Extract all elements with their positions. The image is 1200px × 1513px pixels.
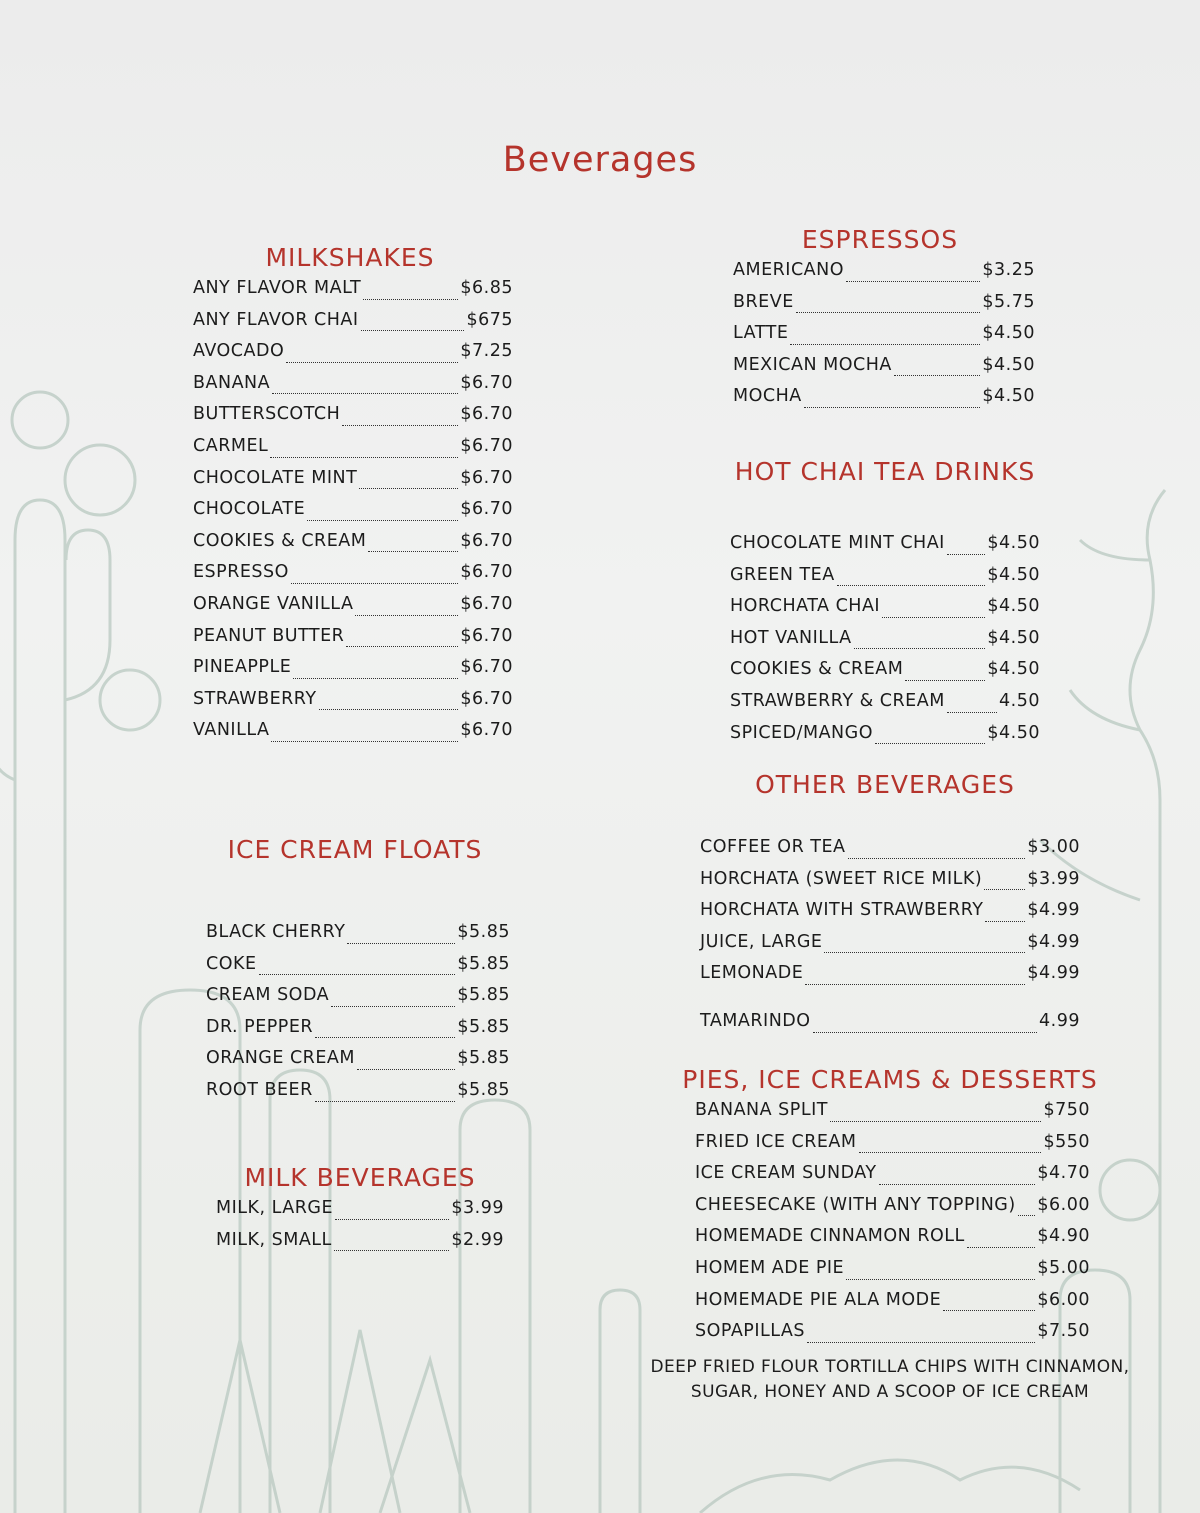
menu-item-name: COOKIES & CREAM [730, 659, 904, 680]
dot-leader [335, 1218, 449, 1220]
dot-leader [947, 553, 986, 555]
menu-item-price: $6.70 [460, 625, 513, 646]
menu-item-name: JUICE, LARGE [700, 931, 823, 952]
menu-item-row [193, 657, 513, 689]
menu-item-name: GREEN TEA [730, 564, 835, 585]
dot-leader [363, 298, 458, 300]
menu-item-name: MILK, SMALL [216, 1229, 332, 1250]
milk-beverages-list [216, 1198, 504, 1261]
menu-item-name: ROOT BEER [206, 1079, 313, 1100]
dot-leader [342, 424, 458, 426]
section-title-milkshakes: MILKSHAKES [265, 243, 435, 272]
menu-item-price: $5.85 [457, 953, 510, 974]
menu-item-price: 4.99 [1039, 1010, 1080, 1031]
menu-item-name: TAMARINDO [700, 1010, 811, 1031]
menu-item-name: CHOCOLATE MINT CHAI [730, 533, 945, 553]
dot-leader [804, 406, 981, 408]
menu-item-name: CREAM SODA [206, 985, 330, 1006]
menu-item-price: $5.75 [982, 291, 1035, 312]
menu-item-price: $7.25 [460, 341, 513, 362]
menu-item-row [193, 278, 513, 310]
menu-item-row [206, 922, 510, 954]
menu-item-row [193, 499, 513, 531]
dot-leader [271, 740, 458, 742]
dot-leader [357, 1068, 455, 1070]
menu-item-row [206, 954, 510, 986]
menu-item-price: $3.99 [451, 1198, 504, 1218]
menu-item-price: $5.85 [457, 1048, 510, 1069]
menu-item-price: $6.70 [460, 720, 513, 741]
menu-item-price: $4.99 [1027, 900, 1080, 921]
menu-item-name: STRAWBERRY [193, 688, 317, 709]
dot-leader [813, 1031, 1037, 1033]
menu-item-name: STRAWBERRY & CREAM [730, 690, 945, 711]
menu-item-price: $4.50 [987, 627, 1040, 648]
dot-leader [879, 1183, 1036, 1185]
menu-item-row [206, 1017, 510, 1049]
dot-leader [984, 888, 1025, 890]
menu-item-row [193, 310, 513, 342]
menu-item-row [695, 1321, 1090, 1353]
menu-item-row [730, 659, 1040, 691]
menu-item-price: $6.85 [460, 278, 513, 298]
menu-item-name: HORCHATA CHAI [730, 596, 881, 617]
menu-item-row [730, 628, 1040, 660]
dot-leader [943, 1309, 1035, 1311]
dot-leader [272, 392, 458, 394]
dot-leader [359, 487, 458, 489]
dot-leader [270, 456, 458, 458]
menu-item-name: CHOCOLATE [193, 499, 306, 520]
menu-item-row [193, 436, 513, 468]
menu-item-price: $6.70 [460, 499, 513, 520]
menu-item-row [730, 596, 1040, 628]
menu-item-price: $6.00 [1037, 1194, 1090, 1215]
menu-item-name: ICE CREAM SUNDAY [695, 1163, 877, 1184]
menu-item-name: CARMEL [193, 435, 269, 456]
dot-leader [368, 550, 458, 552]
menu-item-name: HOMEMADE PIE ALA MODE [695, 1289, 942, 1310]
espressos-list [733, 260, 1035, 418]
menu-item-row [216, 1230, 504, 1262]
menu-item-price: $4.90 [1037, 1226, 1090, 1247]
section-title-hot-chai-tea-drinks: HOT CHAI TEA DRINKS [734, 457, 1036, 486]
menu-item-name: ORANGE VANILLA [193, 593, 354, 614]
menu-item-row [206, 1048, 510, 1080]
dot-leader [947, 711, 997, 713]
dot-leader [824, 951, 1025, 953]
menu-item-row [193, 341, 513, 373]
menu-item-row [700, 869, 1080, 901]
dot-leader [315, 1100, 456, 1102]
menu-item-row [193, 404, 513, 436]
menu-item-name: BANANA [193, 372, 271, 393]
milkshakes-list [193, 278, 513, 752]
menu-item-row [695, 1195, 1090, 1227]
menu-item-row [700, 837, 1080, 869]
menu-item-name: BUTTERSCOTCH [193, 404, 341, 425]
dot-leader [259, 973, 456, 975]
menu-item-row [193, 689, 513, 721]
other-beverages-list [700, 837, 1080, 1043]
menu-item-row [206, 985, 510, 1017]
menu-item-price: $4.50 [987, 564, 1040, 585]
menu-item-price: $675 [466, 309, 513, 330]
dot-leader [361, 329, 465, 331]
menu-item-price: $550 [1043, 1131, 1090, 1152]
dot-leader [846, 1278, 1035, 1280]
dot-leader [291, 582, 458, 584]
menu-item-row [193, 468, 513, 500]
menu-item-name: CHEESECAKE (WITH ANY TOPPING) [695, 1194, 1016, 1215]
section-title-desserts: PIES, ICE CREAMS & DESSERTS [682, 1065, 1098, 1094]
menu-item-price: $3.99 [1027, 868, 1080, 889]
menu-item-name: SOPAPILLAS [695, 1321, 805, 1342]
menu-item-name: CHOCOLATE MINT [193, 467, 358, 488]
menu-item-price: $4.50 [987, 533, 1040, 553]
dot-leader [334, 1249, 450, 1251]
menu-item-price: $6.70 [460, 467, 513, 488]
menu-item-price: $4.70 [1037, 1163, 1090, 1184]
menu-item-row [193, 531, 513, 563]
dot-leader [848, 857, 1026, 859]
dot-leader [331, 1005, 455, 1007]
menu-item-row [695, 1290, 1090, 1322]
menu-item-row [700, 900, 1080, 932]
dot-leader [1018, 1214, 1036, 1216]
menu-item-row [206, 1080, 510, 1112]
menu-item-price: $4.50 [982, 323, 1035, 344]
menu-item-name: ANY FLAVOR MALT [193, 278, 362, 298]
desserts-list [695, 1100, 1090, 1353]
menu-item-price: 4.50 [999, 690, 1040, 711]
menu-item-price: $5.00 [1037, 1257, 1090, 1278]
dot-leader [315, 1036, 455, 1038]
menu-item-row [733, 292, 1035, 324]
menu-item-name: COOKIES & CREAM [193, 530, 367, 551]
menu-item-price: $4.50 [987, 596, 1040, 617]
menu-item-row [733, 323, 1035, 355]
dot-leader [807, 1341, 1035, 1343]
menu-item-name: BANANA SPLIT [695, 1100, 828, 1120]
dot-leader [985, 920, 1025, 922]
menu-item-price: $5.85 [457, 1079, 510, 1100]
menu-item-name: HORCHATA WITH STRAWBERRY [700, 900, 984, 921]
dot-leader [894, 374, 981, 376]
menu-item-row [695, 1100, 1090, 1132]
dot-leader [319, 708, 459, 710]
menu-item-name: HOMEM ADE PIE [695, 1257, 845, 1278]
dot-leader [875, 742, 985, 744]
menu-item-price: $4.50 [987, 659, 1040, 680]
menu-item-name: ANY FLAVOR CHAI [193, 309, 359, 330]
dot-leader [796, 311, 981, 313]
menu-item-row [733, 260, 1035, 292]
menu-item-row [700, 1011, 1080, 1043]
dot-leader [790, 343, 980, 345]
menu-item-row [193, 373, 513, 405]
dot-leader [346, 645, 458, 647]
menu-item-price: $4.99 [1027, 931, 1080, 952]
menu-item-price: $4.50 [987, 722, 1040, 743]
menu-item-name: DR. PEPPER [206, 1016, 314, 1037]
menu-item-price: $6.70 [460, 372, 513, 393]
dot-leader [830, 1120, 1042, 1122]
menu-item-price: $7.50 [1037, 1321, 1090, 1342]
menu-item-price: $2.99 [451, 1229, 504, 1250]
dot-leader [347, 942, 455, 944]
menu-item-row [193, 562, 513, 594]
menu-item-price: $6.70 [460, 657, 513, 678]
dot-leader [859, 1151, 1042, 1153]
dot-leader [355, 614, 458, 616]
menu-item-name: PEANUT BUTTER [193, 625, 345, 646]
menu-item-row [695, 1132, 1090, 1164]
menu-item-row [695, 1226, 1090, 1258]
menu-item-price: $4.99 [1027, 963, 1080, 984]
chai-list [730, 533, 1040, 754]
menu-item-name: HOT VANILLA [730, 627, 852, 648]
menu-item-name: AVOCADO [193, 341, 285, 362]
menu-item-name: HORCHATA (SWEET RICE MILK) [700, 868, 983, 889]
menu-item-price: $5.85 [457, 985, 510, 1006]
menu-item-name: MILK, LARGE [216, 1198, 334, 1218]
menu-item-price: $6.00 [1037, 1289, 1090, 1310]
menu-item-row [700, 963, 1080, 995]
dot-leader [882, 616, 985, 618]
menu-item-name: MOCHA [733, 386, 802, 407]
section-title-other-beverages: OTHER BEVERAGES [755, 770, 1015, 799]
dot-leader [307, 519, 458, 521]
section-title-ice-cream-floats: ICE CREAM FLOATS [227, 835, 483, 864]
menu-item-price: $4.50 [982, 354, 1035, 375]
menu-item-row [730, 723, 1040, 755]
dot-leader [967, 1246, 1036, 1248]
floats-list [206, 922, 510, 1112]
dot-leader [837, 584, 986, 586]
menu-item-row [216, 1198, 504, 1230]
dot-leader [905, 679, 985, 681]
menu-item-name: MEXICAN MOCHA [733, 354, 892, 375]
menu-item-row [730, 533, 1040, 565]
dot-leader [846, 280, 980, 282]
menu-item-name: ESPRESSO [193, 562, 289, 583]
menu-item-price: $6.70 [460, 688, 513, 709]
menu-item-name: PINEAPPLE [193, 657, 292, 678]
dot-leader [286, 361, 458, 363]
section-title-espressos: ESPRESSOS [801, 225, 959, 254]
menu-item-name: COFFEE OR TEA [700, 837, 846, 857]
menu-item-name: HOMEMADE CINNAMON ROLL [695, 1226, 965, 1247]
menu-item-name: LEMONADE [700, 963, 804, 984]
menu-item-name: VANILLA [193, 720, 270, 741]
menu-item-price: $3.00 [1027, 837, 1080, 857]
menu-item-name: SPICED/MANGO [730, 722, 873, 743]
menu-item-row [730, 565, 1040, 597]
menu-item-name: FRIED ICE CREAM [695, 1131, 857, 1152]
menu-item-price: $6.70 [460, 562, 513, 583]
page-title: Beverages [502, 140, 698, 180]
menu-item-name: BLACK CHERRY [206, 922, 346, 942]
section-title-milk-beverages: MILK BEVERAGES [244, 1163, 476, 1192]
menu-item-price: $750 [1043, 1100, 1090, 1120]
menu-item-name: ORANGE CREAM [206, 1048, 355, 1069]
menu-item-row [193, 626, 513, 658]
menu-item-price: $4.50 [982, 386, 1035, 407]
menu-item-price: $6.70 [460, 593, 513, 614]
menu-item-row [695, 1163, 1090, 1195]
menu-item-price: $6.70 [460, 435, 513, 456]
dot-leader [854, 647, 986, 649]
menu-item-price: $5.85 [457, 1016, 510, 1037]
menu-item-name: BREVE [733, 291, 794, 312]
menu-item-price: $6.70 [460, 530, 513, 551]
menu-item-row [730, 691, 1040, 723]
menu-item-row [733, 355, 1035, 387]
menu-item-row [700, 932, 1080, 964]
menu-item-row [733, 386, 1035, 418]
menu-item-price: $6.70 [460, 404, 513, 425]
menu-item-price: $3.25 [982, 260, 1035, 280]
sopapillas-description: DEEP FRIED FLOUR TORTILLA CHIPS WITH CINNAMON, SUGAR, HONEY AND A SCOOP OF ICE CREAM [650, 1357, 1130, 1402]
menu-item-price: $5.85 [457, 922, 510, 942]
dot-leader [293, 677, 458, 679]
menu-item-row [193, 720, 513, 752]
menu-item-row [193, 594, 513, 626]
menu-item-name: COKE [206, 953, 257, 974]
menu-item-row [695, 1258, 1090, 1290]
dot-leader [805, 983, 1025, 985]
menu-item-name: AMERICANO [733, 260, 845, 280]
menu-item-name: LATTE [733, 323, 789, 344]
